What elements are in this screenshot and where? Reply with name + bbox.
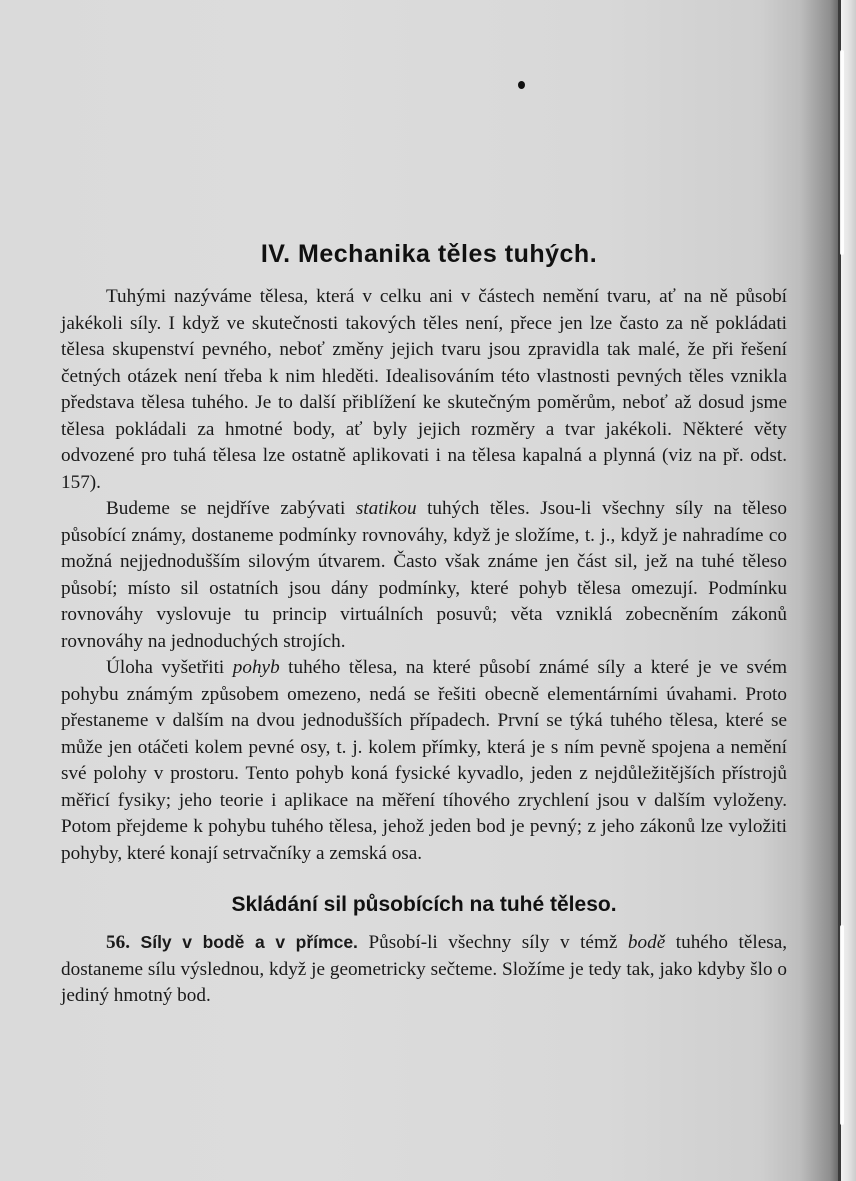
page-gutter-highlight xyxy=(840,50,844,255)
print-mark-dot xyxy=(518,81,525,89)
numbered-paragraph xyxy=(61,929,787,1010)
paragraph-text: Tuhými nazýváme tělesa, která v celku ani v částech nemění tvaru, ať na ně působí jakékoli síly. I když ve skutečnosti takových těles není, přece jen lze často za ně pokládati tělesa skupenství pevného, neboť změny jejich tvaru jsou zpravidla tak malé, že při řešení četných otázek není třeba k nim hleděti. Idealisováním této vlastnosti pevných těles vznikla představa tělesa tuhého. Je to další přiblížení ke skutečným poměrům, neboť až dosud jsme tělesa pokládali za hmotné body, ať byly jejich rozměry a tvar jakékoli. Některé věty odvozené pro tuhá tělesa lze ostatně aplikovati i na tělesa kapalná a plynná (viz na př. odst. 157). xyxy=(61,286,787,493)
paragraph-intro xyxy=(61,284,787,496)
emphasis-term: pohyb xyxy=(232,657,280,678)
paragraph-text: Úloha vyšetřiti xyxy=(106,657,233,678)
paragraph-text: Budeme se nejdříve zabývati xyxy=(106,498,356,519)
paragraph-text: Působí-li všechny síly v témž xyxy=(357,932,628,953)
paragraph-motion xyxy=(61,655,787,867)
paragraph-text: tuhých těles. Jsou-li všechny síly na těleso působící známy, dostaneme podmínky rovnováhy, když je složíme, t. j., když je nahradíme co možná nejjednodušším silovým útvarem. Často však známe jen část sil, jež na tuhé těleso působí; místo sil ostatních jsou dány podmínky, které pohyb tělesa omezují. Podmínku rovnováhy vyslovuje tu princip virtuálních posuvů; věta vzniklá zobecněním zákonů rovnováhy na jednoduchých strojích. xyxy=(61,498,787,652)
paragraph-number: 56. xyxy=(106,932,130,953)
paragraph-text: tuhého tělesa, na které působí známé síly a které je ve svém pohybu známým způsobem omezeno, nedá se řešiti obecně elementárními úvahami. Proto přestaneme v dalším na dvou jednodušších případech. První se týká tuhého tělesa, které se může jen otáčeti kolem pevné osy, t. j. kolem přímky, která je s ním pevně spojena a nemění své polohy v prostoru. Tento pohyb koná fysické kyvadlo, jeden z nejdůležitějších přístrojů měřicí fysiky; jeho teorie i aplikace na měření tíhového zrychlení jsou v dalším vyloženy. Potom přejdeme k pohybu tuhého tělesa, jehož jeden bod je pevný; z jeho zákonů lze vyložiti pohyby, které konají setrvačníky a zemská osa. xyxy=(61,657,787,864)
section-title: Skládání sil působících na tuhé těleso. xyxy=(231,893,617,916)
paragraph-text: tuhého tělesa, dostaneme sílu výslednou, když je geometricky sečteme. Složíme je tedy tak, jako kdyby šlo o jediný hmotný bod. xyxy=(61,932,788,1006)
page-content xyxy=(61,240,787,1010)
emphasis-term: bodě xyxy=(627,932,666,953)
chapter-title: IV. Mechanika těles tuhých. xyxy=(260,240,598,268)
paragraph-statics xyxy=(61,496,787,655)
emphasis-term: statikou xyxy=(355,498,417,519)
page-gutter-highlight xyxy=(840,925,844,1125)
paragraph-heading: Síly v bodě a v přímce. xyxy=(140,932,358,952)
